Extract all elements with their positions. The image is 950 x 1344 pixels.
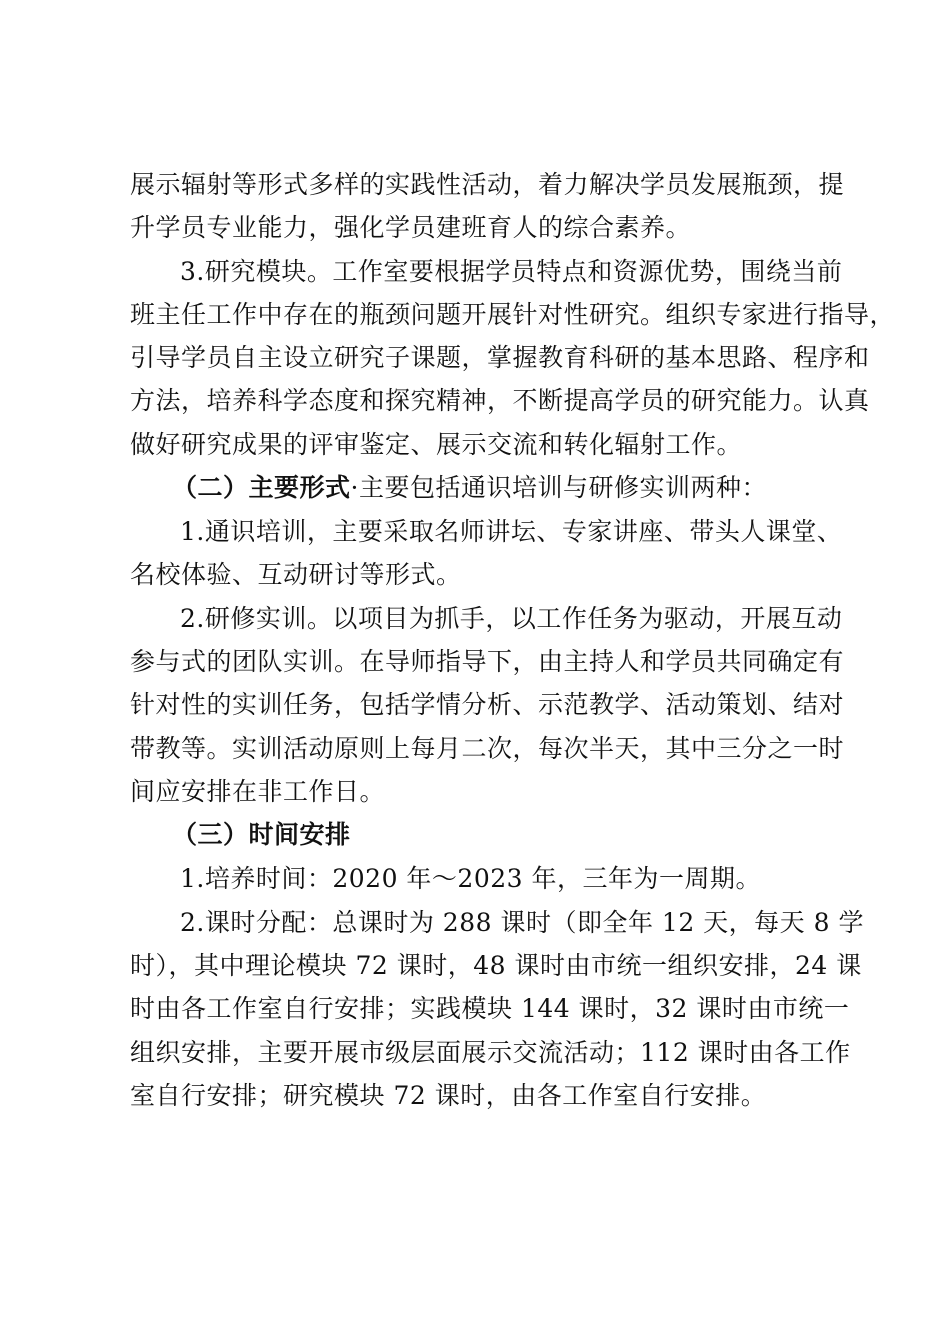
paragraph-line: 名校体验、互动研讨等形式。 <box>130 560 462 589</box>
paragraph-line: 3.研究模块。工作室要根据学员特点和资源优势，围绕当前 <box>180 257 843 286</box>
paragraph-line: 间应安排在非工作日。 <box>130 777 386 806</box>
section-heading-2 <box>172 473 767 503</box>
paragraph-line: 展示辐射等形式多样的实践性活动，着力解决学员发展瓶颈，提 <box>130 170 845 199</box>
paragraph-line: 2.课时分配：总课时为 288 课时（即全年 12 天，每天 8 学 <box>180 908 864 937</box>
paragraph-line: 引导学员自主设立研究子课题，掌握教育科研的基本思路、程序和 <box>130 343 870 372</box>
paragraph-line: 时），其中理论模块 72 课时，48 课时由市统一组织安排，24 课 <box>130 951 862 980</box>
paragraph-line: 1.培养时间：2020 年～2023 年，三年为一周期。 <box>180 864 761 893</box>
section-heading-text: ·主要包括通识培训与研修实训两种： <box>350 473 767 502</box>
paragraph-line: 班主任工作中存在的瓶颈问题开展针对性研究。组织专家进行指导， <box>130 300 896 329</box>
paragraph-line: 带教等。实训活动原则上每月二次，每次半天，其中三分之一时 <box>130 734 845 763</box>
paragraph-line: 1.通识培训，主要采取名师讲坛、专家讲座、带头人课堂、 <box>180 517 843 546</box>
paragraph-line: 升学员专业能力，强化学员建班育人的综合素养。 <box>130 213 692 242</box>
section-heading-3: （三）时间安排 <box>172 820 351 849</box>
paragraph-line: 做好研究成果的评审鉴定、展示交流和转化辐射工作。 <box>130 430 743 459</box>
paragraph-line: 针对性的实训任务，包括学情分析、示范教学、活动策划、结对 <box>130 690 845 719</box>
paragraph-line: 2.研修实训。以项目为抓手，以工作任务为驱动，开展互动 <box>180 604 843 633</box>
paragraph-line: 方法，培养科学态度和探究精神，不断提高学员的研究能力。认真 <box>130 386 870 415</box>
paragraph-line: 室自行安排；研究模块 72 课时，由各工作室自行安排。 <box>130 1081 767 1110</box>
paragraph-line: 时由各工作室自行安排；实践模块 144 课时，32 课时由市统一 <box>130 994 850 1023</box>
paragraph-line: 参与式的团队实训。在导师指导下，由主持人和学员共同确定有 <box>130 647 845 676</box>
paragraph-line: 组织安排，主要开展市级层面展示交流活动；112 课时由各工作 <box>130 1038 851 1067</box>
section-heading-title: （二）主要形式 <box>172 473 351 502</box>
